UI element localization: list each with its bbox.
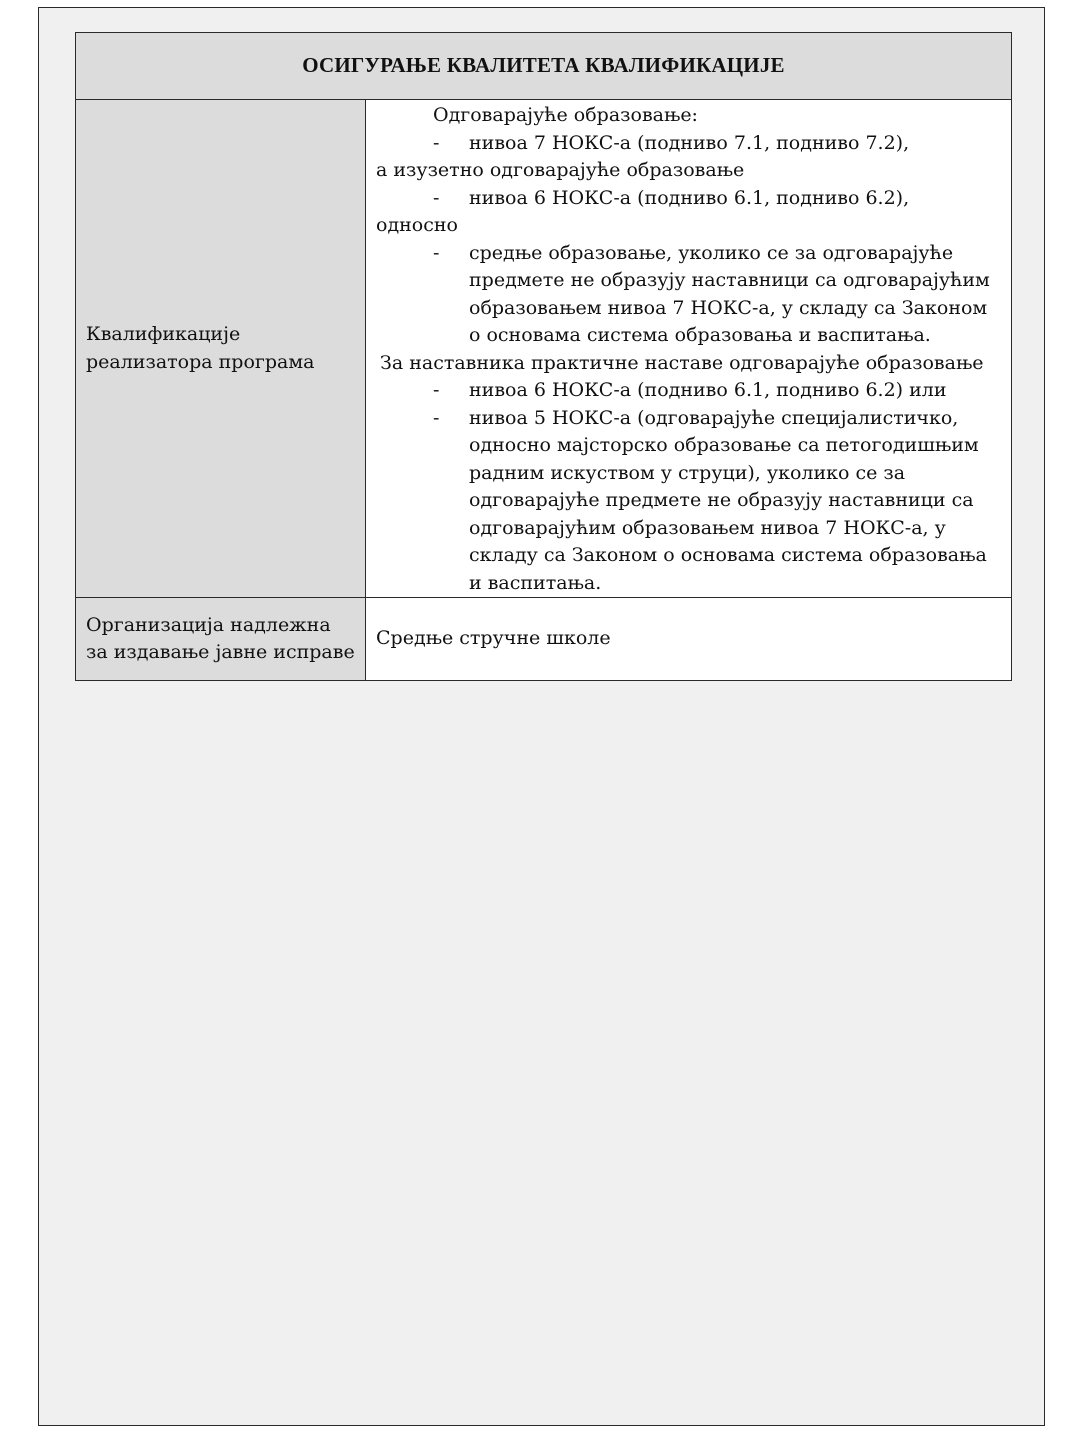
row-value-organization	[366, 598, 1012, 681]
list-item	[376, 185, 1003, 213]
table-title: ОСИГУРАЊЕ КВАЛИТЕТА КВАЛИФИКАЦИЈЕ	[76, 33, 1012, 100]
list-item-text: нивоа 6 НОКС-а (подниво 6.1, подниво 6.2),	[469, 186, 910, 209]
list-item-text: средње образовање, уколико се за одговарајуће предмете не образују наставници са одговарајућим образовањем нивоа 7 НОКС-а, у складу са Законом о основама система образовања и васпитања.	[469, 241, 990, 346]
bullet-dash: -	[433, 379, 440, 401]
row-label-organization: Организација надлежна за издавање јавне исправе	[76, 598, 366, 681]
list-item-text: нивоа 7 НОКС-а (подниво 7.1, подниво 7.2),	[469, 131, 910, 154]
bullet-dash: -	[433, 131, 440, 154]
table-row	[76, 100, 1012, 598]
list-item	[376, 377, 1003, 405]
quality-assurance-table	[75, 32, 1012, 681]
document-page	[38, 7, 1045, 1426]
paragraph-text: За наставника практичне наставе одговарајуће образовање	[380, 351, 984, 374]
bullet-dash: -	[433, 186, 440, 209]
paragraph-text: а изузетно одговарајуће образовање	[376, 159, 745, 181]
list-item	[376, 130, 1003, 158]
list-item-text: нивоа 6 НОКС-а (подниво 6.1, подниво 6.2) или	[469, 379, 947, 401]
row-label-qualifications: Квалификације реализатора програма	[76, 100, 366, 598]
list-item	[376, 405, 1003, 598]
row-value-qualifications	[366, 100, 1012, 598]
table-row	[76, 598, 1012, 681]
organization-value: Средње стручне школе	[376, 627, 611, 650]
table-header-row	[76, 33, 1012, 100]
paragraph-text: односно	[376, 214, 458, 236]
bullet-dash: -	[433, 406, 440, 429]
intro-text: Одговарајуће образовање:	[433, 104, 698, 126]
list-item-text: нивоа 5 НОКС-а (одговарајуће специјалистичко, односно мајсторско образовање са петогодишњим радним искуством у струци), уколико се за одговарајуће предмете не образују наставници са одговарајућим образовањем нивоа 7 НОКС-а, у складу са Законом о основама система образовања и васпитања.	[469, 406, 987, 594]
list-item	[376, 240, 1003, 350]
bullet-dash: -	[433, 241, 440, 264]
